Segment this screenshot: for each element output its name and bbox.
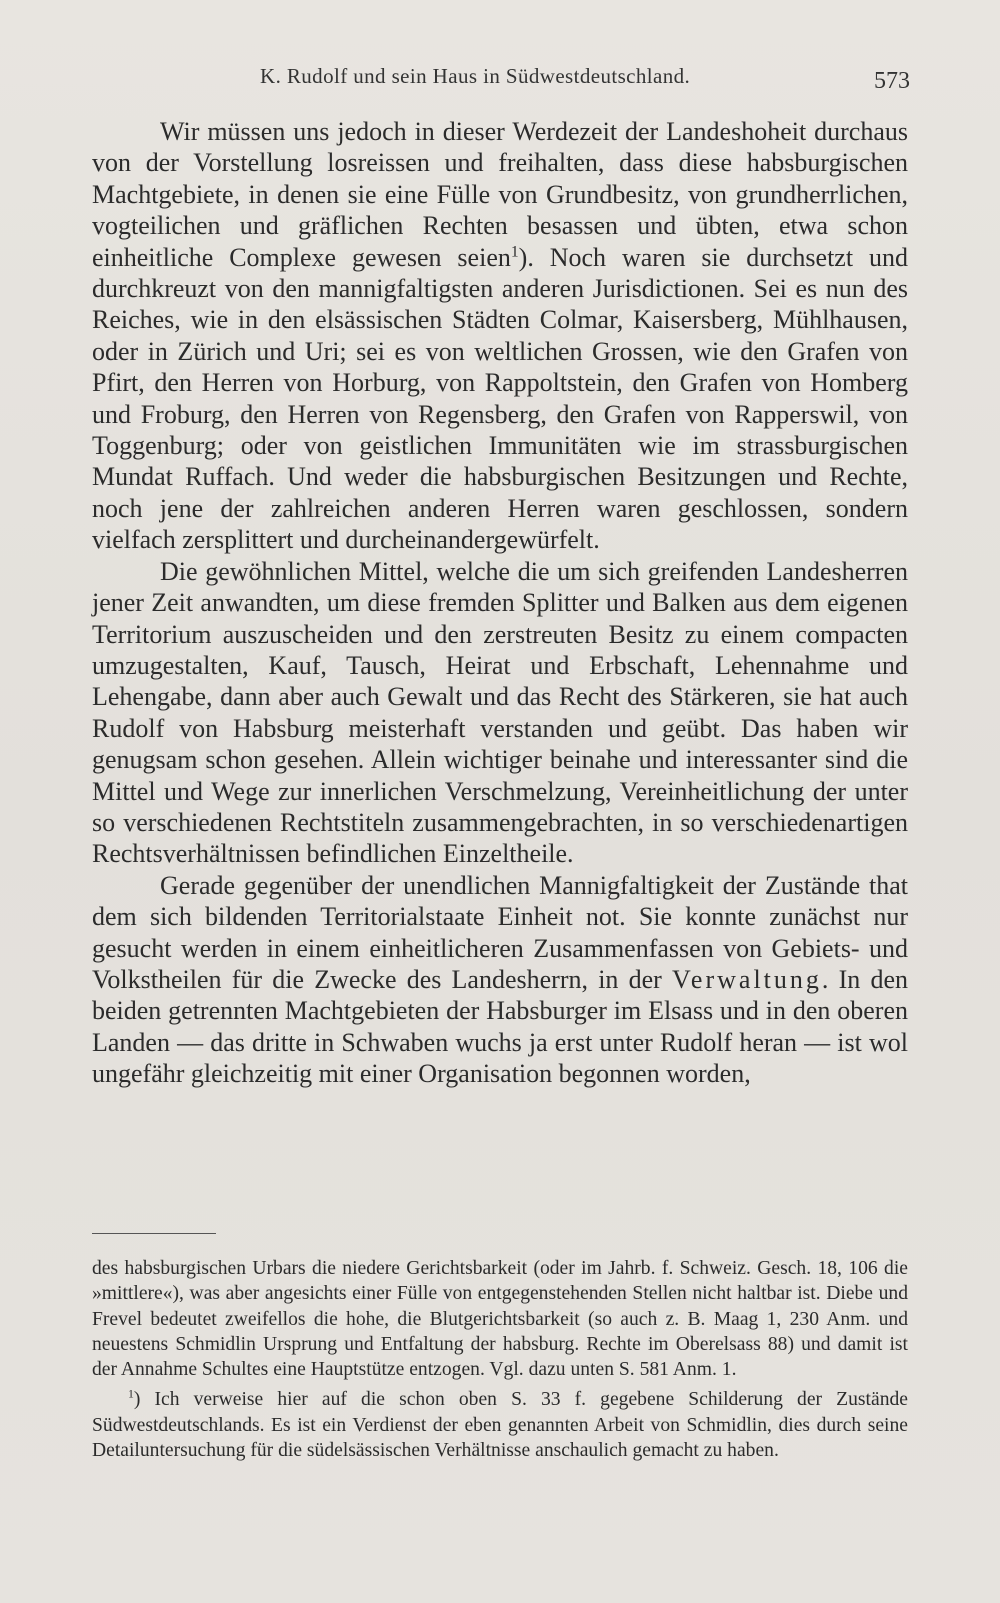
paragraph-3-end: . In den beiden getrennten Machtgebieten der Habsburger im Elsass und in den oberen Landen — das dritte in Schwaben wuchs ja erst unter Rudolf heran — ist wol ungefähr gleichzeitig mit einer Organisation begonnen worden, <box>92 964 908 1089</box>
paragraph-1-rest: ). Noch waren sie durchsetzt und durchkreuzt von den mannigfaltigsten anderen Jurisdictionen. Sei es nun des Reiches, wie in den elsässischen Städten Colmar, Kaisersberg, Mühlhausen, oder in Zürich und Uri; sei es von weltlichen Grossen, wie den Grafen von Pfirt, den Herren von Horburg, von Rappoltstein, den Grafen von Homberg und Froburg, den Herren von Regensberg, den Grafen von Rapperswil, von Toggenburg; oder von geistlichen Immunitäten wie im strassburgischen Mundat Ruffach. Und weder die habsburgischen Besitzungen und Rechte, noch jene der zahlreichen anderen Herren waren geschlossen, sondern vielfach zersplittert und durcheinandergewürfelt. <box>92 242 908 555</box>
footnote-1-text: ) Ich verweise hier auf die schon oben S. 33 f. gegebene Schilderung der Zustände Südwestdeutschlands. Es ist ein Verdienst der eben genannten Arbeit von Schmidlin, dies durch seine Detailuntersuchung für die südelsässischen Verhältnisse anschaulich gemacht zu haben. <box>92 1389 908 1462</box>
page-number: 573 <box>874 68 910 94</box>
paragraph-3 <box>92 870 908 1090</box>
running-head <box>90 60 910 100</box>
running-title: K. Rudolf und sein Haus in Südwestdeutschland. <box>260 64 691 88</box>
paragraph-1-text: Wir müssen uns jedoch in dieser Werdezeit der Landeshoheit durchaus von der Vorstellung losreissen und freihalten, dass diese habsburgischen Machtgebiete, in denen sie eine Fülle von Grundbesitz, von grundherrlichen, vogteilichen und gräflichen Rechten besassen und übten, etwa schon einheitliche Complexe gewesen seien <box>92 117 908 272</box>
paragraph-2: Die gewöhnlichen Mittel, welche die um sich greifenden Landesherren jener Zeit anwandten, um diese fremden Splitter und Balken aus dem eigenen Territorium auszuscheiden und den zerstreuten Besitz zu einem compacten umzugestalten, Kauf, Tausch, Heirat und Erbschaft, Lehennahme und Lehengabe, dann aber auch Gewalt und das Recht des Stärkeren, sie hat auch Rudolf von Habsburg meisterhaft verstanden und geübt. Das haben wir genugsam schon gesehen. Allein wichtiger beinahe und interessanter sind die Mittel und Wege zur innerlichen Verschmelzung, Vereinheitlichung der unter so verschiedenen Rechtstiteln zusammengebrachten, in so verschiedenartigen Rechtsverhältnissen befindlichen Einzeltheile. <box>92 556 908 869</box>
footnote-1 <box>92 1387 908 1463</box>
footnote-reference-1: 1 <box>510 242 519 260</box>
main-text <box>92 116 908 1090</box>
footnotes <box>92 1256 908 1463</box>
footnote-rule <box>92 1233 216 1234</box>
spaced-emphasis: Verwaltung <box>672 964 822 994</box>
footnote-marker-1: 1 <box>128 1387 134 1401</box>
paragraph-1 <box>92 116 908 556</box>
footnote-continuation: des habsburgischen Urbars die niedere Gerichtsbarkeit (oder im Jahrb. f. Schweiz. Gesch. 18, 106 die »mittlere«), was aber angesichts einer Fülle von entgegenstehenden Stellen nicht haltbar ist. Diebe und Frevel bedeutet zweifellos die hohe, die Blutgerichtsbarkeit (so auch z. B. Maag 1, 230 Anm. und neuestens Schmidlin Ursprung und Entfaltung der habsburg. Rechte im Oberelsass 88) und damit ist der Annahme Schultes eine Hauptstütze entzogen. Vgl. dazu unten S. 581 Anm. 1. <box>92 1258 908 1381</box>
paragraph-3-start: Gerade gegenüber der unendlichen Mannigfaltigkeit der Zustände that dem sich bildenden Territorialstaate Einheit not. Sie konnte zunächst nur gesucht werden in einem einheitlicheren Zusammenfassen von Gebiets- und Volkstheilen für die Zwecke des Landesherrn, in der <box>92 870 908 994</box>
